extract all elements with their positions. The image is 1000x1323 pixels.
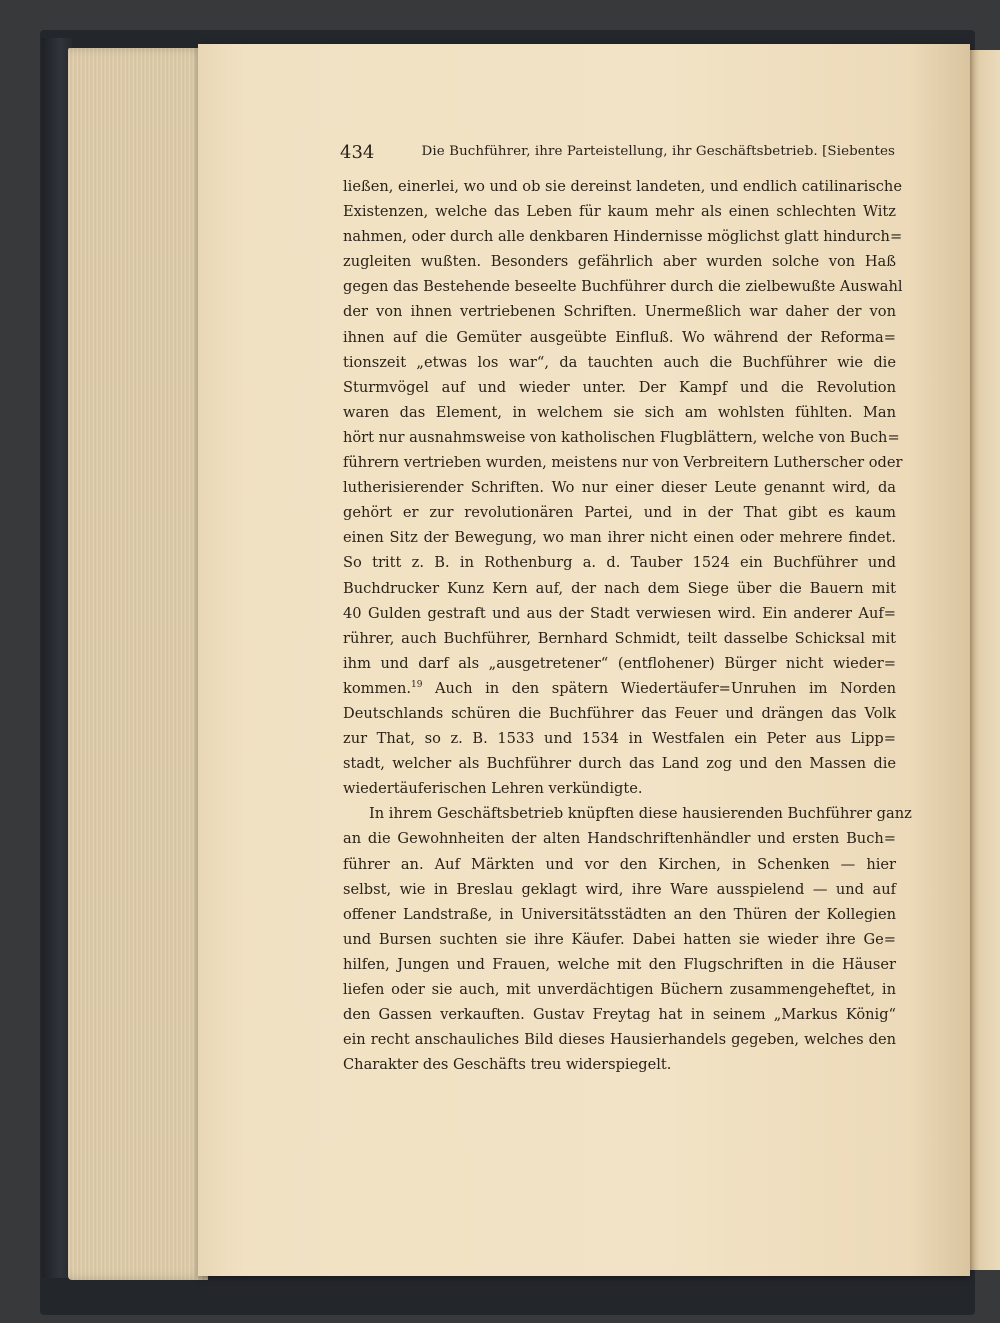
text-line: ihnen auf die Gemüter ausgeübte Einfluß. Wo während der Reforma=: [343, 328, 896, 346]
text-line: ihm und darf als „ausgetretener“ (entflohener) Bürger nicht wieder=: [343, 654, 896, 672]
footnote-marker: 19: [410, 680, 423, 691]
text-line: Sturmvögel auf und wieder unter. Der Kampf und die Revolution: [343, 378, 896, 396]
text-line: zur That, so z. B. 1533 und 1534 in Westfalen ein Peter aus Lipp=: [343, 730, 896, 748]
text-line: ein recht anschauliches Bild dieses Hausierhandels gegeben, welches den: [343, 1031, 896, 1049]
text-line: offener Landstraße, in Universitätsstädten an den Thüren der Kollegien: [343, 905, 896, 923]
text-line: der von ihnen vertriebenen Schriften. Unermeßlich war daher der von: [343, 303, 896, 321]
text-line: selbst, wie in Breslau geklagt wird, ihre Ware ausspielend — und auf: [343, 880, 896, 898]
text-fragment: Auch in den spätern Wiedertäufer=Unruhen im Norden: [422, 679, 896, 697]
text-line: 40 Gulden gestraft und aus der Stadt verwiesen wird. Ein anderer Auf=: [343, 604, 896, 622]
page-stack-edges: [68, 48, 208, 1280]
facing-page-edge: [966, 50, 1000, 1270]
text-line: einen Sitz der Bewegung, wo man ihrer nicht einen oder mehrere findet.: [343, 529, 896, 547]
text-line-footnote: [343, 676, 896, 701]
text-line: den Gassen verkauften. Gustav Freytag hat in seinem „Markus König“: [343, 1006, 896, 1024]
running-title: Die Buchführer, ihre Parteistellung, ihr Geschäftsbetrieb. [Siebentes: [421, 144, 895, 159]
text-fragment: kommen.: [343, 679, 411, 697]
text-line: In ihrem Geschäftsbetrieb knüpften diese hausierenden Buchführer ganz: [369, 805, 912, 823]
text-line: hört nur ausnahmsweise von katholischen Flugblättern, welche von Buch=: [343, 428, 900, 446]
text-line: gegen das Bestehende beseelte Buchführer durch die zielbewußte Auswahl: [343, 278, 903, 296]
body-text: [343, 174, 912, 1077]
text-line: stadt, welcher als Buchführer durch das Land zog und den Massen die: [343, 755, 896, 773]
text-line: Deutschlands schüren die Buchführer das Feuer und drängen das Volk: [343, 704, 896, 722]
text-line: So tritt z. B. in Rothenburg a. d. Tauber 1524 ein Buchführer und: [343, 554, 896, 572]
text-line: wiedertäuferischen Lehren verkündigte.: [343, 780, 643, 798]
text-line: führer an. Auf Märkten und vor den Kirchen, in Schenken — hier: [343, 855, 896, 873]
text-line: Buchdrucker Kunz Kern auf, der nach dem Siege über die Bauern mit: [343, 579, 896, 597]
text-line: ließen, einerlei, wo und ob sie dereinst landeten, und endlich catilinarische: [343, 178, 902, 195]
text-line: hilfen, Jungen und Frauen, welche mit den Flugschriften in die Häuser: [343, 955, 896, 973]
text-line: an die Gewohnheiten der alten Handschriftenhändler und ersten Buch=: [343, 830, 896, 848]
text-line: führern vertrieben wurden, meistens nur von Verbreitern Lutherscher oder: [343, 454, 903, 472]
page-number: 434: [340, 142, 375, 163]
text-line: rührer, auch Buchführer, Bernhard Schmidt, teilt dasselbe Schicksal mit: [343, 629, 896, 647]
text-line: tionszeit „etwas los war“, da tauchten auch die Buchführer wie die: [343, 353, 896, 371]
paragraph-1: [343, 174, 903, 801]
text-line: Existenzen, welche das Leben für kaum mehr als einen schlechten Witz: [343, 203, 896, 221]
page-header: [340, 142, 895, 168]
text-line: Charakter des Geschäfts treu widerspiegelt.: [343, 1056, 672, 1074]
text-line: lutherisierender Schriften. Wo nur einer dieser Leute genannt wird, da: [343, 479, 896, 497]
text-line: gehört er zur revolutionären Partei, und in der That gibt es kaum: [343, 504, 896, 522]
paragraph-2: [343, 801, 912, 1077]
text-line: und Bursen suchten sie ihre Käufer. Dabei hatten sie wieder ihre Ge=: [343, 930, 896, 948]
text-line: waren das Element, in welchem sie sich am wohlsten fühlten. Man: [343, 403, 896, 421]
text-line: zugleiten wußten. Besonders gefährlich aber wurden solche von Haß: [343, 253, 896, 271]
text-line: nahmen, oder durch alle denkbaren Hindernisse möglichst glatt hindurch=: [343, 228, 903, 246]
text-line: liefen oder sie auch, mit unverdächtigen Büchern zusammengeheftet, in: [343, 981, 896, 998]
